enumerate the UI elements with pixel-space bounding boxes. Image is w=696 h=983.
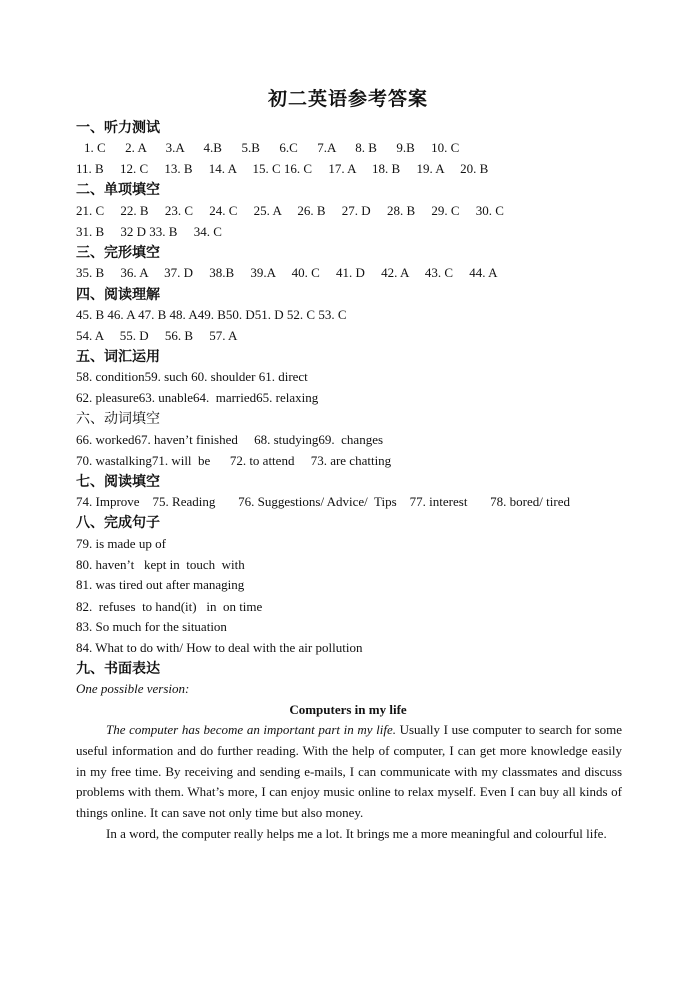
answer-line: 62. pleasure63. unable64. married65. relaxing [76,390,319,405]
essay-paragraph: In a word, the computer really helps me a lot. It brings me a more meaningful and colourful life. [106,825,607,841]
section-heading-verb-fill: 六、动词填空 [76,411,160,427]
answer-line: 84. What to do with/ How to deal with the air pollution [76,640,363,655]
section-heading-sentence-completion: 八、完成句子 [76,515,160,531]
section-heading-cloze: 三、完形填空 [76,245,160,261]
essay-paragraph [76,720,622,824]
answer-line: 45. B 46. A 47. B 48. A49. B50. D51. D 52. C 53. C [76,307,347,322]
essay-paragraph-text: Usually I use computer to search for some useful information and do further reading. With the help of computer, I can get more knowledge easily in my free time. By receiving and sending e-mails, I can communicate with my classmates and discuss problems with them. What’s more, I can enjoy music online to relax myself. Even I can buy all kinds of things online. It can save not only time but also money. [76,722,623,821]
essay-topic-sentence: The computer has become an important part in my life. [106,722,396,737]
essay-body [76,720,622,845]
section-heading-writing: 九、书面表达 [76,661,160,677]
answer-line: 74. Improve 75. Reading 76. Suggestions/ Advice/ Tips 77. interest 78. bored/ tired [76,494,570,509]
section-heading-vocabulary: 五、词汇运用 [76,349,160,365]
answer-line: 66. worked67. haven’t finished 68. studying69. changes [76,432,384,447]
answer-line: 80. haven’t kept in touch with [76,557,245,572]
page-title: 初二英语参考答案 [267,88,428,110]
answer-line: 83. So much for the situation [76,619,227,634]
answer-line: 82. refuses to hand(it) in on time [76,599,263,614]
answer-line: 31. B 32 D 33. B 34. C [76,224,222,239]
essay-note: One possible version: [76,681,190,696]
answer-line: 1. C 2. A 3.A 4.B 5.B 6.C 7.A 8. B 9.B 10. C [84,140,460,155]
answer-line: 54. A 55. D 56. B 57. A [76,328,238,343]
answer-line: 70. wastalking71. will be 72. to attend 73. are chatting [76,453,392,468]
section-heading-reading: 四、阅读理解 [76,287,160,303]
answer-line: 81. was tired out after managing [76,577,245,592]
answer-line: 79. is made up of [76,536,166,551]
answer-line: 35. B 36. A 37. D 38.B 39.A 40. C 41. D 42. A 43. C 44. A [76,265,498,280]
essay-title: Computers in my life [289,702,407,717]
section-heading-single-choice: 二、单项填空 [76,182,160,198]
section-heading-listening: 一、听力测试 [76,120,160,136]
answer-line: 58. condition59. such 60. shoulder 61. direct [76,369,308,384]
section-heading-reading-fill: 七、阅读填空 [76,474,160,490]
answer-line: 21. C 22. B 23. C 24. C 25. A 26. B 27. D 28. B 29. C 30. C [76,203,504,218]
answer-line: 11. B 12. C 13. B 14. A 15. C 16. C 17. A 18. B 19. A 20. B [76,161,489,176]
